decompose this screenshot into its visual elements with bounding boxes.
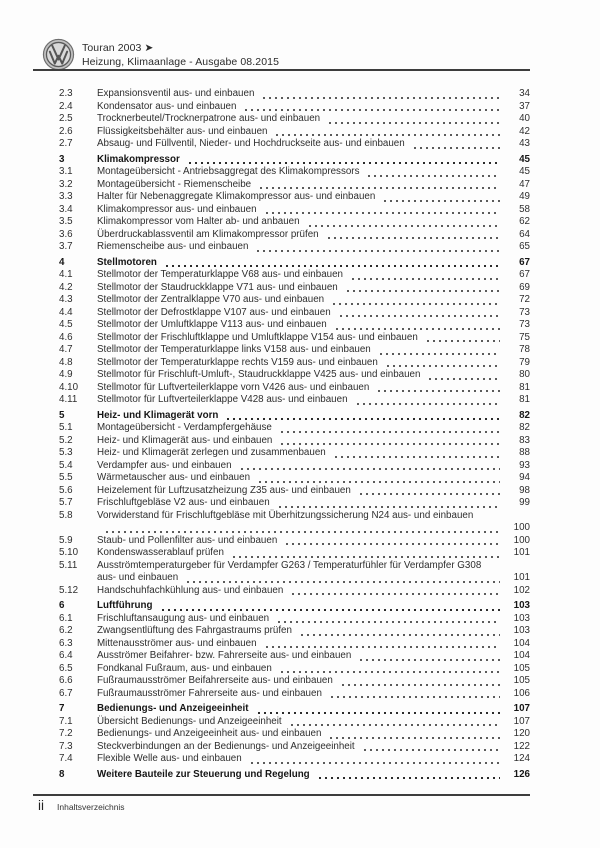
dot-leader [104,531,500,533]
toc-entry-number: 5.6 [59,484,73,496]
dot-leader [333,456,500,458]
toc-entry [59,113,530,126]
toc-entry-number: 4.1 [59,269,73,280]
toc-entry [59,460,530,473]
toc-entry-title: Bedienungs- und Anzeigeeinheit aus- und einbauen [97,728,322,739]
toc-entry-page: 45 [519,166,530,177]
toc-entry [59,410,530,423]
toc-entry [59,344,530,357]
dot-leader [412,147,500,149]
dot-leader [378,353,500,355]
toc-entry-title: Kondenswasserablauf prüfen [97,547,224,558]
toc-entry-title: Ausströmer Beifahrer- bzw. Fahrerseite aus- und einbauen [97,650,352,661]
toc-entry-number: 2.5 [59,113,73,124]
toc-entry [59,319,530,332]
toc-entry-page: 107 [513,715,530,727]
toc-entry [59,663,530,676]
toc-entry [59,650,530,663]
toc-entry-number: 5.1 [59,422,73,433]
toc-entry-title: Handschuhfachkühlung aus- und einbauen [97,584,284,596]
toc-entry-page: 106 [513,687,530,699]
toc-entry-title: Stellmotor der Frischluftklappe und Umluftklappe V154 aus- und einbauen [97,331,418,343]
toc-entry [59,204,530,217]
toc-entry [59,447,530,460]
dot-leader [277,506,500,508]
dot-leader [327,122,500,124]
toc-entry-number: 5.9 [59,534,73,546]
toc-entry-page: 73 [519,306,530,318]
toc-entry [59,394,530,407]
toc-entry-title: Luftführung [97,600,153,611]
toc-entry-number: 3.7 [59,241,73,252]
dot-leader [329,696,500,698]
toc-entry-title: Trocknerbeutel/Trocknerpatrone aus- und einbauen [97,113,321,124]
toc-entry-page: 42 [519,125,530,137]
dot-leader [261,97,500,99]
toc-entry-number: 6.3 [59,637,73,649]
toc-entry [59,485,530,498]
toc-entry-page: 80 [519,369,530,380]
toc-list [59,88,530,781]
toc-entry-title: Heiz- und Klimagerät aus- und einbauen [97,434,273,446]
dot-leader [279,431,500,433]
toc-entry-page: 103 [513,625,530,636]
dot-leader [239,468,500,470]
toc-entry-number: 5.3 [59,447,73,458]
toc-entry [59,435,530,448]
toc-entry-page: 67 [519,256,530,268]
toc-entry [59,357,530,370]
toc-entry-page: 104 [513,637,530,649]
toc-entry-title: Stellmotor der Temperaturklappe V68 aus- und einbauen [97,269,343,280]
toc-entry-page: 104 [513,650,530,661]
toc-entry [59,332,530,345]
toc-entry [59,560,530,573]
toc-entry-page: 93 [519,459,530,471]
toc-entry-number: 2.3 [59,88,73,99]
dot-leader [274,134,500,136]
folio-page-number: ii [38,798,44,813]
toc-entry [59,510,530,523]
toc-entry-number: 6.7 [59,687,73,699]
toc-entry-title: Expansionsventil aus- und einbauen [97,88,255,99]
dot-leader [249,762,500,764]
toc-entry [59,688,530,701]
toc-entry-number: 5.2 [59,434,73,446]
toc-entry-page: 49 [519,191,530,202]
toc-entry-title: Montageübersicht - Riemenscheibe [97,178,252,190]
toc-entry [59,138,530,151]
toc-entry [59,422,530,435]
toc-entry-page: 88 [519,447,530,458]
toc-entry-page: 103 [513,612,530,624]
dot-leader [279,671,500,673]
dot-leader [255,250,500,252]
toc-entry-number: 4.2 [59,281,73,293]
toc-entry-number: 3.1 [59,166,73,177]
toc-entry-title: Frischluftgebläse V2 aus- und einbauen [97,497,270,508]
toc-entry-number: 3.2 [59,178,73,190]
dot-leader [338,315,500,317]
toc-entry-number: 4.9 [59,369,73,380]
toc-entry [59,472,530,485]
toc-entry-number: 4.11 [59,394,78,405]
toc-entry-page: 126 [513,768,530,780]
toc-entry-title: Stellmotor für Luftverteilerklappe vorn V426 aus- und einbauen [97,381,370,393]
toc-entry-title: Klimakompressor [97,153,180,165]
toc-entry-number: 8 [59,768,65,780]
toc-entry-number: 5.8 [59,509,73,521]
toc-entry-number: 4.4 [59,306,73,318]
toc-entry-page: 65 [519,241,530,252]
toc-entry-page: 58 [519,203,530,215]
toc-entry-page: 105 [513,675,530,686]
toc-entry-page: 79 [519,356,530,368]
footer-section-label: Inhaltsverzeichnis [57,802,125,812]
toc-entry-number: 3.6 [59,228,73,240]
toc-entry-page: 64 [519,228,530,240]
toc-entry-title: Ausströmtemperaturgeber für Verdampfer G263 / Temperaturfühler für Verdampfer G308 [97,559,482,571]
toc-entry [59,179,530,192]
toc-entry-page: 100 [513,534,530,546]
toc-entry-page: 81 [519,381,530,393]
toc-entry-number: 5.12 [59,584,79,596]
toc-entry-title: Stellmotor der Temperaturklappe rechts V159 aus- und einbauen [97,356,378,368]
toc-entry-page: 105 [513,662,530,674]
toc-entry [59,269,530,282]
toc-entry-title: Steckverbindungen an der Bedienungs- und Anzeigeeinheit [97,740,355,752]
toc-entry [59,88,530,101]
toc-entry-page: 62 [519,216,530,227]
header-text-block [82,42,279,69]
toc-entry-page: 47 [519,178,530,190]
dot-leader [299,634,500,636]
dot-leader [425,340,500,342]
toc-entry-title: Verdampfer aus- und einbauen [97,459,232,471]
toc-entry-number: 2.7 [59,138,73,149]
toc-entry-title: Halter für Nebenaggregate Klimakompressor aus- und einbauen [97,191,376,202]
toc-entry [59,769,530,782]
toc-entry-page: 107 [513,703,530,714]
toc-entry-title: Heiz- und Klimagerät vorn [97,409,219,421]
toc-entry-page: 81 [519,394,530,405]
toc-entry-number: 4 [59,256,65,268]
toc-entry-number: 6.5 [59,662,73,674]
toc-entry [59,613,530,626]
dot-leader [257,481,500,483]
toc-entry-number: 7.4 [59,753,73,764]
toc-entry-number: 6.6 [59,675,73,686]
toc-entry [59,101,530,114]
toc-entry [59,282,530,295]
toc-entry-number: 2.6 [59,125,73,137]
toc-entry-title: Stellmotor für Frischluft-Umluft-, Staudruckklappe V425 aus- und einbauen [97,369,421,380]
dot-leader [264,646,500,648]
toc-entry [59,497,530,510]
toc-entry [59,675,530,688]
vw-logo-icon [42,38,75,71]
toc-entry-title: Stellmotor der Temperaturklappe links V158 aus- und einbauen [97,344,371,355]
dot-leader [279,443,500,445]
toc-entry-page: 69 [519,281,530,293]
toc-entry-title: Stellmotor für Luftverteilerklappe V428 aus- und einbauen [97,394,348,405]
toc-entry [59,716,530,729]
toc-entry-title: Frischluftansaugung aus- und einbauen [97,612,270,624]
toc-entry-title: Vorwiderstand für Frischluftgebläse mit Überhitzungssicherung N24 aus- und einbauen [97,509,474,521]
toc-entry-page: 73 [519,319,530,330]
toc-entry [59,154,530,167]
toc-entry-title: Riemenscheibe aus- und einbauen [97,241,249,252]
dot-leader [358,493,500,495]
toc-entry [59,126,530,139]
dot-leader [290,593,500,595]
dot-leader [427,378,500,380]
toc-entry-page: 120 [513,728,530,739]
toc-entry-number: 6.4 [59,650,73,661]
toc-entry [59,382,530,395]
toc-entry-page: 100 [513,522,530,533]
toc-entry-number: 4.10 [59,381,79,393]
toc-entry [59,369,530,382]
toc-entry [59,753,530,766]
toc-entry-page: 98 [519,484,530,496]
toc-entry-title: Montageübersicht - Verdampfergehäuse [97,422,272,433]
footer-rule [33,794,530,796]
toc-entry-page: 101 [513,547,530,558]
toc-entry-number: 5.10 [59,547,79,558]
toc-entry [59,741,530,754]
dot-leader [276,621,500,623]
toc-entry-title: Übersicht Bedienungs- und Anzeigeeinheit [97,715,282,727]
toc-entry-number: 4.8 [59,356,73,368]
dot-leader [187,162,500,164]
toc-entry-page: 103 [513,600,530,611]
toc-entry-title: Heiz- und Klimagerät zerlegen und zusammenbauen [97,447,326,458]
toc-entry-number: 7 [59,703,65,714]
toc-entry-number: 3.4 [59,203,73,215]
toc-entry [59,535,530,548]
toc-entry [59,307,530,320]
dot-leader [340,684,500,686]
toc-entry-page: 37 [519,100,530,112]
toc-entry-title: Klimakompressor aus- und einbauen [97,203,257,215]
toc-entry-title: Flüssigkeitsbehälter aus- und einbauen [97,125,268,137]
dot-leader [231,556,500,558]
footer [38,798,125,813]
toc-entry [59,638,530,651]
dot-leader [264,212,500,214]
dot-leader [225,418,500,420]
dot-leader [382,200,500,202]
dot-leader [362,749,500,751]
header-manual-line: Heizung, Klimaanlage - Ausgabe 08.2015 [82,55,280,68]
toc-entry-title: Stellmotor der Umluftklappe V113 aus- und einbauen [97,319,327,330]
toc-entry-title: Zwangsentlüftung des Fahrgastraums prüfen [97,625,292,636]
toc-entry-title: Stellmotoren [97,256,157,268]
toc-entry-page: 40 [519,113,530,124]
toc-entry-title: Staub- und Pollenfilter aus- und einbauen [97,534,278,546]
toc-entry-title: Klimakompressor vom Halter ab- und anbauen [97,216,300,227]
toc-entry-page: 124 [513,753,530,764]
toc-entry-number: 3.3 [59,191,73,202]
header-rule [33,69,530,71]
dot-leader [307,225,500,227]
dot-leader [284,543,500,545]
dot-leader [160,609,501,611]
dot-leader [366,175,500,177]
toc-entry-title: Montageübersicht - Antriebsaggregat des Klimakompressors [97,166,360,177]
dot-leader [256,712,501,714]
dot-leader [258,187,500,189]
toc-entry-title: Stellmotor der Staudruckklappe V71 aus- und einbauen [97,281,338,293]
toc-entry-number: 3.5 [59,216,73,227]
toc-entry-number: 5.11 [59,559,78,571]
toc-entry-title: Stellmotor der Zentralklappe V70 aus- und einbauen [97,294,325,305]
toc-entry-page: 102 [513,584,530,596]
toc-entry [59,191,530,204]
toc-entry-page: 75 [519,331,530,343]
dot-leader [334,328,500,330]
dot-leader [328,737,500,739]
toc-entry [59,166,530,179]
toc-entry-title: Absaug- und Füllventil, Nieder- und Hochdruckseite aus- und einbauen [97,138,405,149]
dot-leader [185,581,500,583]
dot-leader [345,290,500,292]
toc-entry-page: 122 [513,740,530,752]
header-model-line: Touran 2003 ➤ [82,42,154,54]
toc-entry-page: 78 [519,344,530,355]
toc-entry-number: 7.1 [59,715,73,727]
toc-entry-page: 94 [519,472,530,483]
toc-entry [59,257,530,270]
toc-entry [59,600,530,613]
toc-entry-number: 5.5 [59,472,73,483]
toc-entry-title: Überdruckablassventil am Klimakompressor prüfen [97,228,319,240]
toc-entry-number: 4.6 [59,331,73,343]
dot-leader [350,278,500,280]
toc-entry-title: Flexible Welle aus- und einbauen [97,753,242,764]
toc-entry-page: 83 [519,434,530,446]
toc-entry-number: 6.1 [59,612,73,624]
toc-entry-title: Kondensator aus- und einbauen [97,100,237,112]
dot-leader [164,265,500,267]
toc-entry [59,216,530,229]
toc-entry-number: 6.2 [59,625,73,636]
toc-entry-number: 7.3 [59,740,73,752]
toc-entry-title: Fußraumausströmer Fahrerseite aus- und einbauen [97,687,322,699]
toc-entry-number: 3 [59,153,65,165]
toc-entry-page: 99 [519,497,530,508]
toc-entry-title: Fußraumausströmer Beifahrerseite aus- und einbauen [97,675,333,686]
toc-entry [59,585,530,598]
toc-entry-number: 5.7 [59,497,73,508]
toc-entry-page: 34 [519,88,530,99]
toc-entry-number: 6 [59,600,65,611]
dot-leader [289,724,500,726]
toc-entry-title: Wärmetauscher aus- und einbauen [97,472,251,483]
toc-entry-number: 5.4 [59,459,73,471]
toc-entry-page: 101 [513,572,530,583]
toc-entry-title: Mittenausströmer aus- und einbauen [97,637,257,649]
toc-entry [59,572,530,585]
toc-entry [59,703,530,716]
toc-entry [59,241,530,254]
dot-leader [243,109,500,111]
toc-entry-title: Fondkanal Fußraum, aus- und einbauen [97,662,272,674]
toc-entry-number: 2.4 [59,100,73,112]
toc-entry-number: 4.5 [59,319,73,330]
dot-leader [385,365,500,367]
toc-entry [59,728,530,741]
toc-entry-title: Heizelement für Luftzusatzheizung Z35 aus- und einbauen [97,484,351,496]
toc-entry-page: 72 [519,294,530,305]
toc-entry-title: Weitere Bauteile zur Steuerung und Regelung [97,768,310,780]
toc-entry [59,547,530,560]
toc-entry-page: 82 [519,422,530,433]
toc-entry-page: 45 [519,153,530,165]
toc-entry [59,625,530,638]
dot-leader [331,303,500,305]
dot-leader [355,403,500,405]
dot-leader [326,237,500,239]
toc-entry-number: 7.2 [59,728,73,739]
toc-entry-title: Bedienungs- und Anzeigeeinheit [97,703,249,714]
toc-entry [59,229,530,242]
toc-entry-page: 67 [519,269,530,280]
toc-entry-title: Stellmotor der Defrostklappe V107 aus- und einbauen [97,306,331,318]
toc-entry-number: 4.7 [59,344,73,355]
dot-leader [317,777,500,779]
dot-leader [358,659,500,661]
toc-entry-page: 82 [519,409,530,421]
toc-entry [59,294,530,307]
toc-entry-title: aus- und einbauen [97,572,179,583]
toc-entry-number: 5 [59,409,65,421]
dot-leader [376,390,500,392]
toc-entry-number: 4.3 [59,294,73,305]
toc-entry-page: 43 [519,138,530,149]
toc-entry [59,522,530,535]
